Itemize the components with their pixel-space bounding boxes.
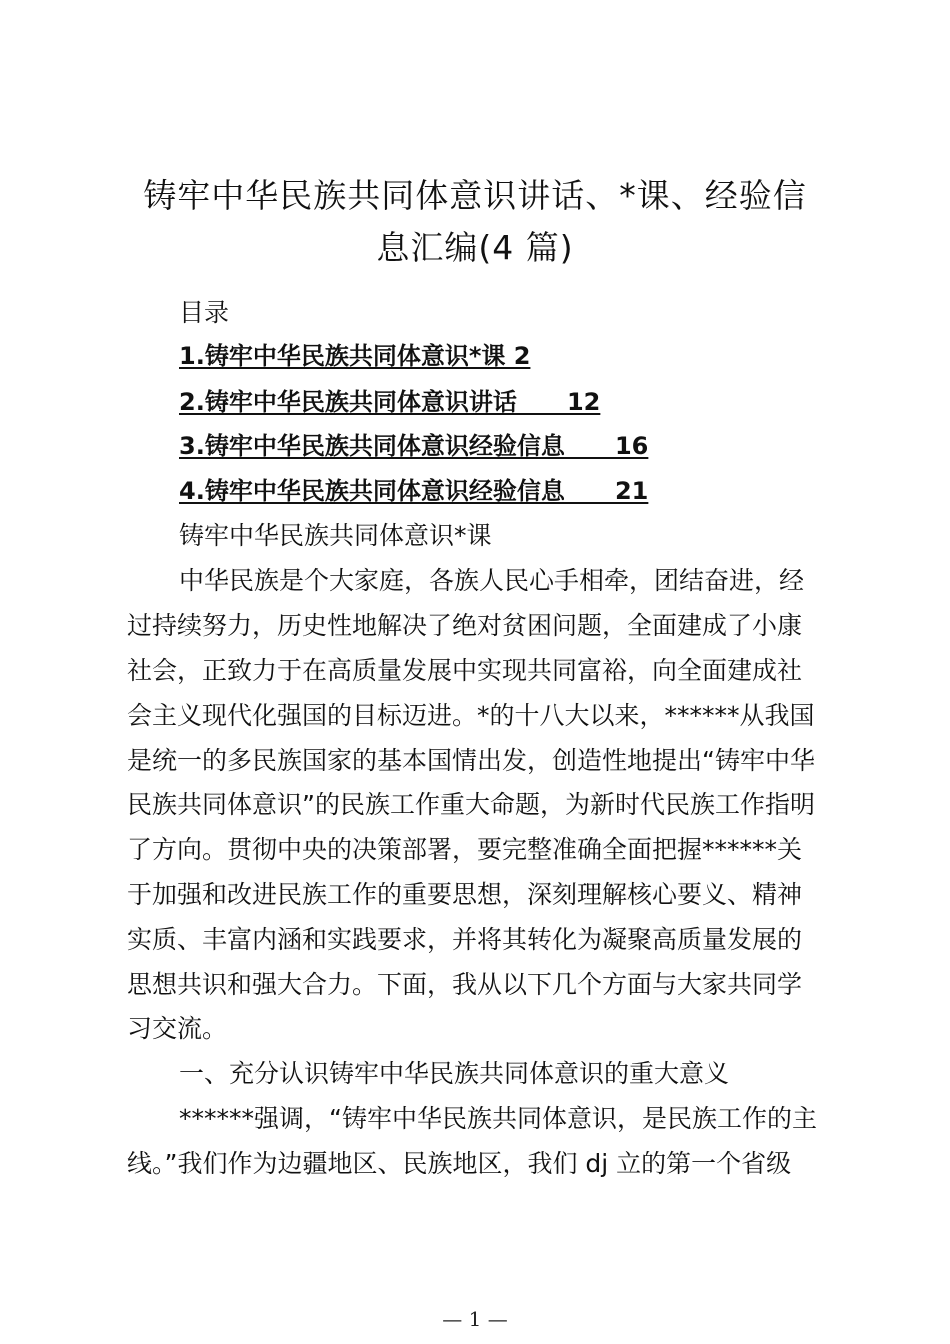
paragraph-line: 于加强和改进民族工作的重要思想，深刻理解核心要义、精神 [127,880,803,909]
paragraph-line: 实质、丰富内涵和实践要求，并将其转化为凝聚高质量发展的 [127,925,803,954]
paragraph-line: 思想共识和强大合力。下面，我从以下几个方面与大家共同学 [127,970,803,999]
paragraph-line: 线。”我们作为边疆地区、民族地区，我们 dj 立的第一个省级 [127,1149,792,1178]
paragraph-line: 中华民族是个大家庭，各族人民心手相牵，团结奋进，经 [179,566,805,595]
paragraph-line: 是统一的多民族国家的基本国情出发，创造性地提出“铸牢中华 [127,746,815,775]
toc-link-4[interactable]: 4.铸牢中华民族共同体意识经验信息 21 [179,477,649,505]
section-heading-1: 一、充分认识铸牢中华民族共同体意识的重大意义 [179,1059,730,1088]
toc-link-2[interactable]: 2.铸牢中华民族共同体意识讲话 12 [179,388,601,416]
paragraph-line: 过持续努力，历史性地解决了绝对贫困问题，全面建成了小康 [127,611,803,640]
paragraph-line: 会主义现代化强国的目标迈进。*的十八大以来，******从我国 [127,701,815,730]
paragraph-line: ******强调，“铸牢中华民族共同体意识，是民族工作的主 [179,1104,817,1133]
page-number: — 1 — [442,1307,508,1331]
paragraph-line: 习交流。 [127,1014,228,1043]
toc-heading: 目录 [179,298,230,327]
paragraph-line: 社会，正致力于在高质量发展中实现共同富裕，向全面建成社 [127,656,803,685]
toc-link-3[interactable]: 3.铸牢中华民族共同体意识经验信息 16 [179,432,649,460]
document-title-line-2: 息汇编(4 篇) [376,228,574,267]
document-title-line-1: 铸牢中华民族共同体意识讲话、*课、经验信 [143,176,807,215]
paragraph-line: 民族共同体意识”的民族工作重大命题，为新时代民族工作指明 [127,790,815,819]
toc-link-1[interactable]: 1.铸牢中华民族共同体意识*课 2 [179,342,531,370]
section-title: 铸牢中华民族共同体意识*课 [179,521,492,550]
paragraph-line: 了方向。贯彻中央的决策部署，要完整准确全面把握******关 [127,835,803,864]
